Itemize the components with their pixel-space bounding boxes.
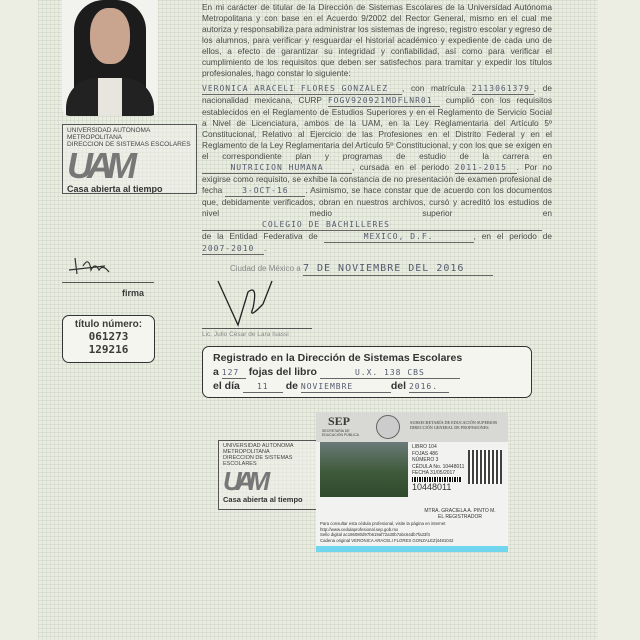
- stamp-motto: Casa abierta al tiempo: [223, 495, 303, 504]
- qr-code: [468, 450, 502, 484]
- certificate-column: [202, 2, 552, 552]
- titulo-number-1: 061273: [88, 330, 129, 343]
- text: cumplió con los requisitos establecidos en el Reglamento de Estudios Superiores y en el Reglamento de Servicio Social a Nivel de Licenciatura, ambos de la UAM, en la Ley Reglamentaria del Artículo 5º Constitucional, Relativo al Ejercicio de las Profesiones en el Distrito Federal y en el Reglamento de la Ley Reglamentaria del Artículo 5º Constitucional, y con los que se exigen en el correspondiente plan y programas de estudio de la carrera en: [202, 95, 553, 161]
- text: Ciudad de México a: [230, 264, 301, 273]
- mexico-seal-icon: [376, 415, 400, 439]
- official-signature: [210, 278, 280, 328]
- student-name: VERONICA ARACELI FLORES GONZALEZ: [202, 84, 402, 95]
- titulo-numero-box: [62, 315, 155, 363]
- security-strip: [316, 546, 508, 552]
- registro-box: [202, 346, 532, 398]
- text: del: [390, 380, 407, 392]
- registrador-title: EL REGISTRADOR: [438, 514, 482, 520]
- stamp-motto: Casa abierta al tiempo: [67, 184, 163, 194]
- text: , en el periodo de: [473, 231, 552, 241]
- periodo-bachillerato: 2007-2010: [202, 244, 264, 255]
- cedula-details: [412, 444, 464, 492]
- numero: NÚMERO 3: [412, 457, 439, 463]
- text: . Asimismo, se hace constar que de acuerdo con los documentos que, debidamente verificados, obran en nuestros archivos, cursó y acreditó los estudios de nivel medio superior en: [202, 185, 553, 218]
- registrador-name: MTRA. GRACIELA A. PINTO M.: [424, 508, 496, 514]
- body-paragraph: VERONICA ARACELI FLORES GONZALEZ , con matrícula 2113061379 , de nacionalidad mexicana, CURP FOGV920921MDFLNR01 cumplió con los requisitos establecidos en el Reglamento de Estudios Superiores y en el Reglamento de Servicio Social a Nivel de Licenciatura, ambos de la UAM, en la Ley Reglamentaria del Artículo 5º Constitucional, Relativo al Ejercicio de las Profesiones en el Distrito Federal y en el Reglamento de la Ley Reglamentaria del Artículo 5º Constitucional, y con los que se exigen en el correspondiente plan y programas de estudio de la carrera en NUTRICION HUMANA , cursada en el periodo 2011-2015 . Por no exigirse como requisito, se exhibe la constancia de no presentación de examen profesional de fecha 3-OCT-16 . Asimismo, se hace constar que de acuerdo con los documentos que, debidamente verificados, obran en nuestros archivos, cursó y acreditó los estudios de nivel medio superior en COLEGIO DE BACHILLERES de la Entidad Federativa de MEXICO, D.F. , en el periodo de 2007-2010 .: [202, 83, 553, 253]
- text: fojas del libro: [248, 366, 317, 378]
- uam-stamp-bottom: [218, 440, 318, 510]
- text: de la Entidad Federativa de: [202, 231, 318, 241]
- stamp-line: UNIVERSIDAD AUTONOMA METROPOLITANA: [223, 443, 294, 455]
- signature-line: [202, 328, 312, 329]
- mes: NOVIEMBRE: [301, 382, 391, 393]
- statue-photo: [320, 442, 408, 497]
- titulo-label: título número:: [74, 319, 143, 330]
- dia: 11: [243, 382, 283, 393]
- student-photo: [62, 0, 158, 116]
- cedula: CÉDULA No. 10448011: [412, 463, 465, 470]
- stamp-line: UNIVERSIDAD AUTONOMA METROPOLITANA: [67, 127, 150, 141]
- text: , de nacionalidad mexicana, CURP: [202, 83, 552, 105]
- text: . Por no exigirse como requisito, se exhibe la constancia de no presentación de examen profesional de fecha: [202, 162, 552, 195]
- date: 7 DE NOVIEMBRE DEL 2016: [303, 263, 493, 276]
- official-name: Lic. Julio César de Lara Isassi: [202, 331, 289, 338]
- stamps-row: [202, 412, 552, 552]
- libro: U.X. 138 CBS: [320, 368, 460, 379]
- info: Sello digital ac186080d97b619af72a30b7abc64db7fa33f4: [320, 532, 430, 537]
- info: Para consultar esta cédula profesional, visite la página en internet: [320, 521, 446, 526]
- text: de: [285, 380, 298, 392]
- text: el día: [213, 380, 240, 392]
- fojas: 127: [222, 368, 246, 379]
- libro: LIBRO 104: [412, 444, 437, 450]
- matricula: 2113061379: [472, 84, 534, 95]
- text: , cursada en el periodo: [352, 162, 450, 172]
- fecha: FECHA 31/05/2017: [412, 470, 456, 476]
- escuela: COLEGIO DE BACHILLERES: [202, 220, 542, 231]
- titulo-number-2: 129216: [88, 343, 129, 356]
- fecha-constancia: 3-OCT-16: [225, 186, 305, 197]
- signature-line: [62, 282, 154, 283]
- place-date: [230, 263, 552, 276]
- sep-info: [320, 521, 453, 543]
- entidad: MEXICO, D.F.: [324, 232, 474, 243]
- official-signature-block: [202, 278, 552, 340]
- periodo: 2011-2015: [455, 163, 517, 174]
- stamp-line: DIRECCION DE SISTEMAS ESCOLARES: [67, 141, 191, 148]
- intro-paragraph: En mi carácter de titular de la Dirección de Sistemas Escolares de la Universidad Autónoma Metropolitana y con base en el Acuerdo 9/2002 del Rector General, mismo en el cual me autoriza y responsabiliza para administrar los sistemas de ingreso, registro escolar y egreso de los alumnos, para verificar y resguardar el historial académico y expediente de cada uno de ellos, a efecto de garantizar su integridad y confiabilidad, así como para verificar el cumplimiento de los requisitos que deben ser satisfechos para tramitar y expedir los títulos profesionales, hago constar lo siguiente:: [202, 2, 552, 78]
- uam-logo: UAM: [67, 145, 131, 186]
- sep-sub: SECRETARÍA DE EDUCACIÓN PÚBLICA: [322, 429, 359, 437]
- student-signature: [65, 252, 125, 280]
- cedula-number: 10448011: [412, 481, 452, 492]
- curp: FOGV920921MDFLNR01: [328, 96, 440, 107]
- firma-label: firma: [122, 288, 145, 298]
- anio: 2016.: [409, 382, 449, 393]
- info: Cadena original VERONICA ARACELI FLORES GONZALEZ|4481042: [320, 537, 454, 543]
- carrera: NUTRICION HUMANA: [202, 163, 352, 174]
- sep-logo: SEP: [328, 414, 351, 428]
- stamp-line: DIRECCION DE SISTEMAS ESCOLARES: [223, 455, 293, 467]
- info: http://www.cedulaprofesional.sep.gob.mx: [320, 526, 399, 532]
- sep-header: [316, 412, 508, 442]
- text: a: [213, 366, 219, 378]
- registro-text: Registrado en la Dirección de Sistemas Escolares: [213, 352, 463, 364]
- fojas: FOJAS 486: [412, 450, 438, 457]
- sep-header-1: SUBSECRETARÍA DE EDUCACIÓN SUPERIOR: [410, 420, 498, 425]
- uam-logo: UAM: [223, 466, 265, 496]
- sep-cedula-sticker: [316, 412, 508, 552]
- text: , con matrícula: [402, 83, 466, 93]
- sep-header-2: DIRECCIÓN GENERAL DE PROFESIONES: [410, 425, 489, 430]
- registrador: [416, 508, 504, 520]
- uam-stamp-top: [62, 124, 197, 194]
